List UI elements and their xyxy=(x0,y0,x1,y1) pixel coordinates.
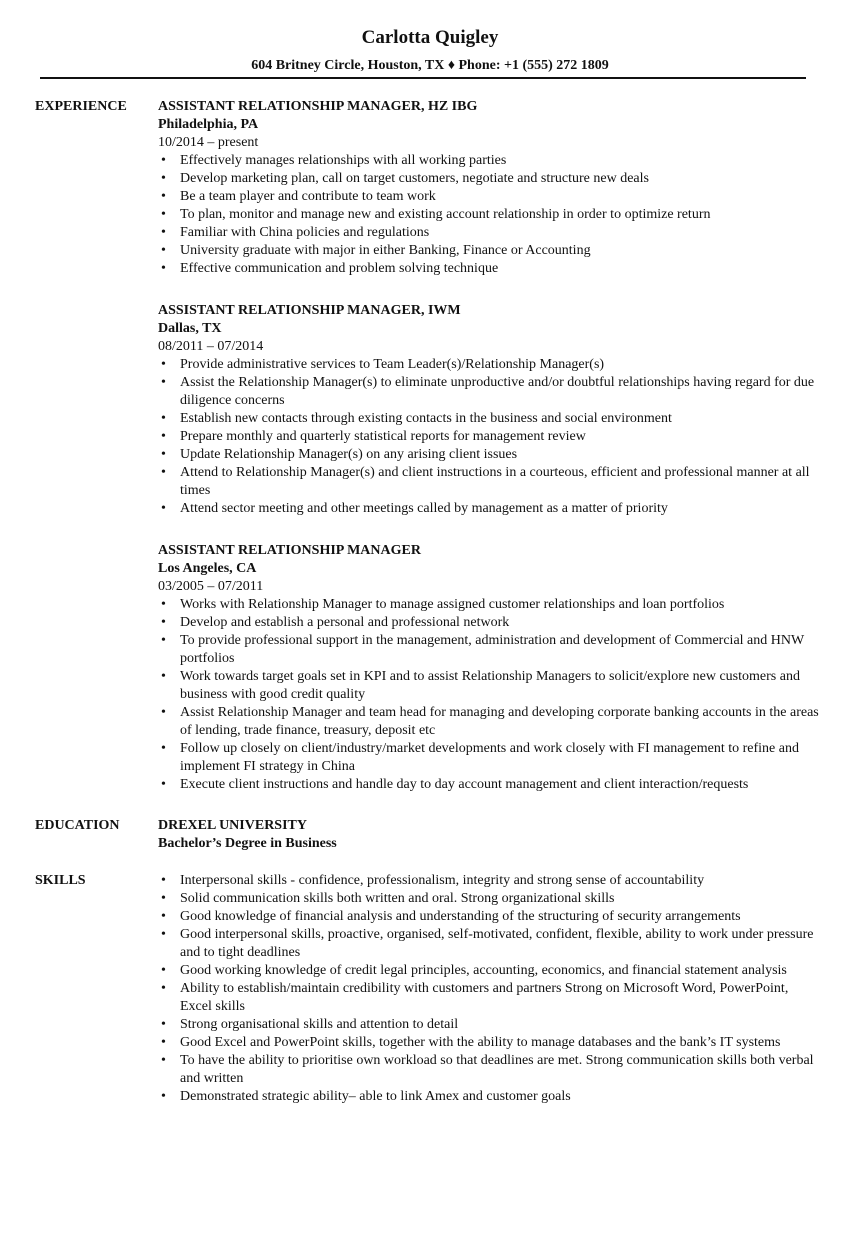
bullet-text: To plan, monitor and manage new and existing account relationship in order to optimize return xyxy=(180,207,711,222)
list-item xyxy=(158,446,823,464)
list-item xyxy=(158,872,823,890)
experience-list xyxy=(158,98,823,818)
list-item xyxy=(158,614,823,632)
list-item xyxy=(158,668,823,704)
list-item xyxy=(158,1052,823,1088)
bullet-text: To have the ability to prioritise own workload so that deadlines are met. Strong communication skills both verbal and written xyxy=(180,1053,814,1086)
bullet-text: Good knowledge of financial analysis and understanding of the structuring of security arrangements xyxy=(180,909,741,924)
bullet-icon: • xyxy=(161,465,166,480)
bullet-icon: • xyxy=(161,153,166,168)
education-school: DREXEL UNIVERSITY xyxy=(158,818,307,833)
bullet-text: Establish new contacts through existing contacts in the business and social environment xyxy=(180,411,672,426)
bullet-text: University graduate with major in either Banking, Finance or Accounting xyxy=(180,243,591,258)
bullet-text: Work towards target goals set in KPI and to assist Relationship Managers to solicit/explore new customers and business with good credit quality xyxy=(180,669,800,702)
list-item xyxy=(158,926,823,962)
bullet-text: Prepare monthly and quarterly statistical reports for management review xyxy=(180,429,586,444)
job-bullets xyxy=(158,152,823,278)
bullet-text: Good Excel and PowerPoint skills, together with the ability to manage databases and the bank’s IT systems xyxy=(180,1035,781,1050)
bullet-icon: • xyxy=(161,633,166,648)
job-location: Los Angeles, CA xyxy=(158,561,257,576)
bullet-icon: • xyxy=(161,615,166,630)
bullet-icon: • xyxy=(161,1053,166,1068)
job-dates: 10/2014 – present xyxy=(158,135,259,150)
bullet-icon: • xyxy=(161,741,166,756)
bullet-text: Assist Relationship Manager and team head for managing and developing corporate banking accounts in the areas of lending, trade finance, treasury, deposit etc xyxy=(180,705,819,738)
bullet-icon: • xyxy=(161,171,166,186)
list-item xyxy=(158,500,823,518)
job-title: ASSISTANT RELATIONSHIP MANAGER xyxy=(158,543,421,558)
bullet-text: Strong organisational skills and attention to detail xyxy=(180,1017,459,1032)
bullet-text: Demonstrated strategic ability– able to link Amex and customer goals xyxy=(180,1089,571,1104)
list-item xyxy=(158,464,823,500)
list-item xyxy=(158,356,823,374)
bullet-text: Update Relationship Manager(s) on any arising client issues xyxy=(180,447,518,462)
contact-line: 604 Britney Circle, Houston, TX ♦ Phone: +1 (555) 272 1809 xyxy=(251,58,609,73)
list-item xyxy=(158,170,823,188)
experience-heading: EXPERIENCE xyxy=(35,99,127,114)
bullet-text: Ability to establish/maintain credibility with customers and partners Strong on Microsoft Word, PowerPoint, Excel skills xyxy=(180,981,789,1014)
bullet-icon: • xyxy=(161,189,166,204)
list-item xyxy=(158,962,823,980)
bullet-text: Assist the Relationship Manager(s) to eliminate unproductive and/or doubtful relationships having regard for due diligence concerns xyxy=(180,375,815,408)
bullet-text: Solid communication skills both written and oral. Strong organizational skills xyxy=(180,891,615,906)
job-bullets xyxy=(158,596,823,794)
list-item xyxy=(158,908,823,926)
list-item xyxy=(158,188,823,206)
bullet-icon: • xyxy=(161,429,166,444)
bullet-text: Provide administrative services to Team Leader(s)/Relationship Manager(s) xyxy=(180,357,605,372)
bullet-text: Good interpersonal skills, proactive, organised, self-motivated, confident, flexible, ability to work under pressure and to tight deadlines xyxy=(180,927,814,960)
skills-list xyxy=(158,872,823,1106)
bullet-text: Attend sector meeting and other meetings called by management as a matter of priority xyxy=(180,501,668,516)
job-location: Philadelphia, PA xyxy=(158,117,259,132)
list-item xyxy=(158,596,823,614)
bullet-text: Good working knowledge of credit legal principles, accounting, economics, and financial statement analysis xyxy=(180,963,787,978)
list-item xyxy=(158,224,823,242)
bullet-text: Develop marketing plan, call on target customers, negotiate and structure new deals xyxy=(180,171,649,186)
job-location: Dallas, TX xyxy=(158,321,222,336)
job-title: ASSISTANT RELATIONSHIP MANAGER, HZ IBG xyxy=(158,99,478,114)
bullet-icon: • xyxy=(161,243,166,258)
bullet-icon: • xyxy=(161,1035,166,1050)
list-item xyxy=(158,374,823,410)
job-dates: 03/2005 – 07/2011 xyxy=(158,579,264,594)
bullet-text: Works with Relationship Manager to manage assigned customer relationships and loan portfolios xyxy=(180,597,725,612)
bullet-icon: • xyxy=(161,225,166,240)
bullet-icon: • xyxy=(161,981,166,996)
bullet-icon: • xyxy=(161,927,166,942)
bullet-text: To provide professional support in the management, administration and development of Commercial and HNW portfolios xyxy=(180,633,804,666)
list-item xyxy=(158,890,823,908)
bullet-icon: • xyxy=(161,705,166,720)
list-item xyxy=(158,206,823,224)
education-heading: EDUCATION xyxy=(35,818,120,833)
list-item xyxy=(158,740,823,776)
bullet-icon: • xyxy=(161,1089,166,1104)
bullet-text: Develop and establish a personal and professional network xyxy=(180,615,510,630)
bullet-icon: • xyxy=(161,357,166,372)
bullet-text: Execute client instructions and handle day to day account management and client interaction/requests xyxy=(180,777,749,792)
list-item xyxy=(158,410,823,428)
bullet-text: Follow up closely on client/industry/market developments and work closely with FI management to refine and implement FI strategy in China xyxy=(180,741,799,774)
bullet-icon: • xyxy=(161,669,166,684)
bullet-icon: • xyxy=(161,909,166,924)
list-item xyxy=(158,1016,823,1034)
list-item xyxy=(158,632,823,668)
bullet-icon: • xyxy=(161,207,166,222)
job-title: ASSISTANT RELATIONSHIP MANAGER, IWM xyxy=(158,303,461,318)
education-degree: Bachelor’s Degree in Business xyxy=(158,836,337,851)
bullet-icon: • xyxy=(161,375,166,390)
list-item xyxy=(158,704,823,740)
job-entry xyxy=(158,98,823,278)
bullet-icon: • xyxy=(161,597,166,612)
bullet-icon: • xyxy=(161,501,166,516)
job-dates: 08/2011 – 07/2014 xyxy=(158,339,264,354)
education-entry xyxy=(158,817,823,853)
list-item xyxy=(158,428,823,446)
skills-heading: SKILLS xyxy=(35,873,86,888)
bullet-text: Attend to Relationship Manager(s) and client instructions in a courteous, efficient and professional manner at all times xyxy=(180,465,810,498)
bullet-icon: • xyxy=(161,891,166,906)
bullet-icon: • xyxy=(161,777,166,792)
bullet-icon: • xyxy=(161,873,166,888)
bullet-icon: • xyxy=(161,447,166,462)
list-item xyxy=(158,242,823,260)
candidate-name: Carlotta Quigley xyxy=(361,27,499,48)
bullet-icon: • xyxy=(161,1017,166,1032)
resume-header xyxy=(0,0,860,75)
bullet-text: Effective communication and problem solving technique xyxy=(180,261,499,276)
bullet-text: Interpersonal skills - confidence, professionalism, integrity and strong sense of accountability xyxy=(180,873,705,888)
list-item xyxy=(158,260,823,278)
bullet-text: Effectively manages relationships with all working parties xyxy=(180,153,507,168)
list-item xyxy=(158,776,823,794)
job-bullets xyxy=(158,356,823,518)
skills-body xyxy=(158,872,823,1106)
bullet-text: Be a team player and contribute to team work xyxy=(180,189,436,204)
bullet-icon: • xyxy=(161,411,166,426)
job-entry xyxy=(158,302,823,518)
bullet-text: Familiar with China policies and regulations xyxy=(180,225,430,240)
list-item xyxy=(158,980,823,1016)
header-divider xyxy=(40,77,806,79)
job-entry xyxy=(158,542,823,794)
list-item xyxy=(158,1034,823,1052)
bullet-icon: • xyxy=(161,963,166,978)
list-item xyxy=(158,152,823,170)
list-item xyxy=(158,1088,823,1106)
bullet-icon: • xyxy=(161,261,166,276)
